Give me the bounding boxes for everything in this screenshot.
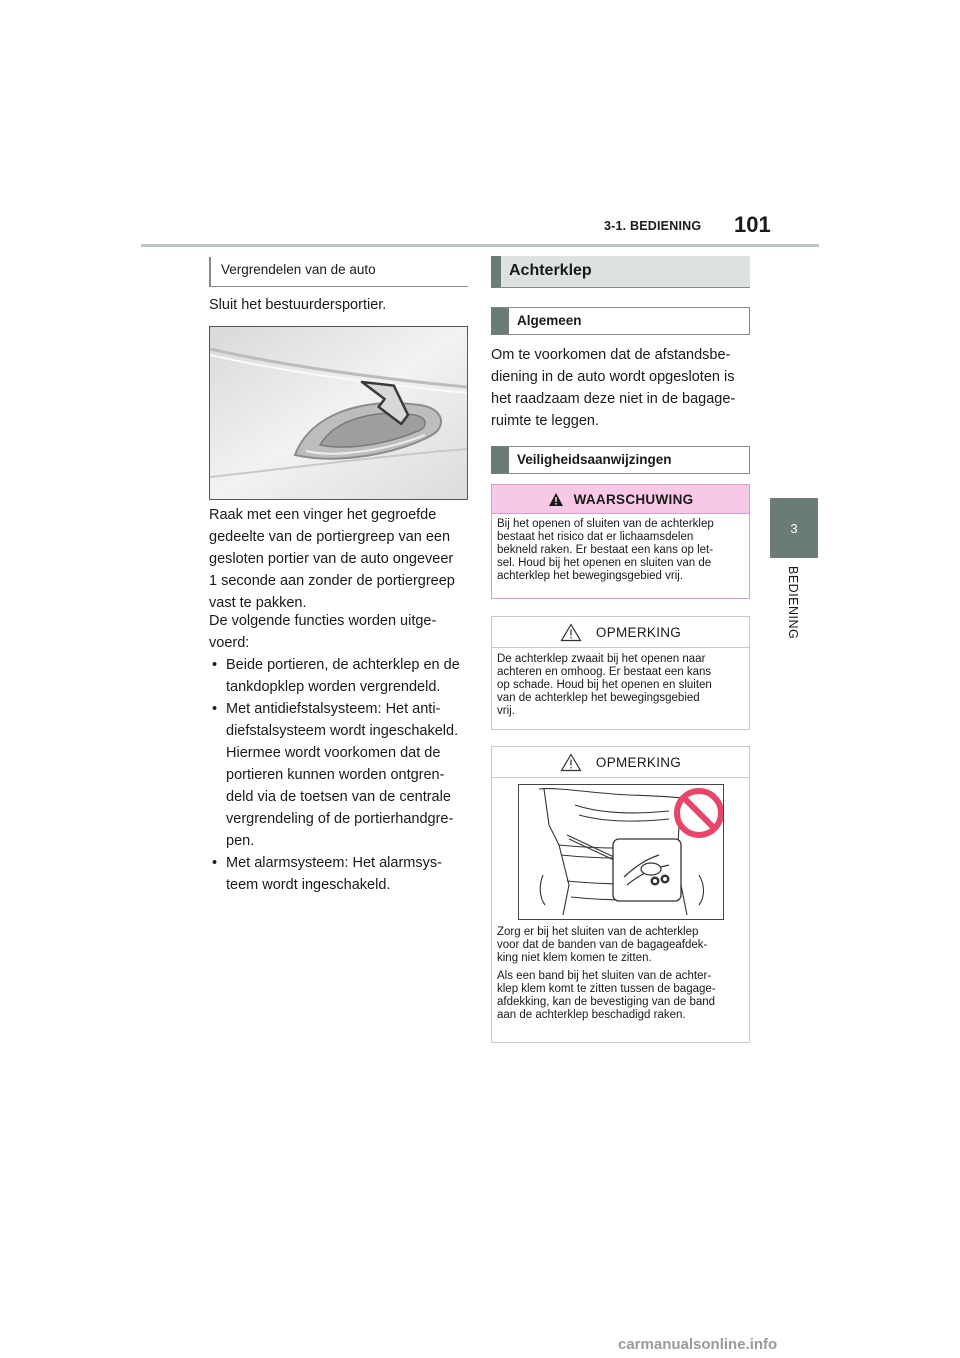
text-line: gedeelte van de portiergreep van een — [209, 529, 451, 545]
page-number: 101 — [734, 212, 771, 237]
text-line: • Beide portieren, de achterklep en de — [226, 657, 460, 673]
section-title: 3-1. BEDIENING — [604, 219, 702, 233]
text-line: het raadzaam deze niet in de bagage- — [491, 391, 736, 407]
note-text — [492, 648, 749, 723]
paragraph-touch-handle — [209, 504, 471, 614]
note-header — [492, 747, 749, 778]
warning-header — [492, 485, 749, 514]
detail-callout — [613, 839, 681, 901]
door-handle-image — [210, 327, 467, 499]
text-line: sel. Houd bij het openen en sluiten van de — [497, 557, 712, 569]
paragraph-general — [491, 344, 756, 432]
text-line: van de achterklep het bewegingsgebied — [497, 692, 700, 704]
text-line: voor dat de banden van de bagageafdek- — [497, 939, 708, 951]
chapter-tab: 3 — [770, 498, 818, 558]
footer-watermark: carmanualsonline.info — [618, 1336, 778, 1353]
text-line: bestaat het risico dat er lichaamsdelen — [497, 531, 694, 543]
note-box-2 — [491, 746, 750, 1043]
list-item — [209, 698, 469, 852]
text-line: Bij het openen of sluiten van de achterklep — [497, 518, 714, 530]
text-line: portieren kunnen worden ontgren- — [226, 767, 445, 783]
text-line: vast te pakken. — [209, 595, 307, 611]
text-line: pen. — [226, 833, 255, 849]
chapter-label: BEDIENING — [786, 566, 800, 640]
text-line: 1 seconde aan zonder de portiergreep — [209, 573, 455, 589]
warning-triangle-icon — [548, 492, 564, 507]
note-paragraph — [497, 970, 744, 1022]
text-line: vrij. — [497, 705, 515, 717]
door-handle-illustration — [209, 326, 468, 500]
text-line: king niet klem komen te zitten. — [497, 952, 652, 964]
text-line: Hiermee wordt voorkomen dat de — [226, 745, 441, 761]
warning-title: WAARSCHUWING — [573, 491, 694, 507]
text-line: bekneld raken. Er bestaat een kans op let- — [497, 544, 714, 556]
warning-text — [492, 514, 749, 587]
text-line: op schade. Houd bij het openen en sluiten — [497, 679, 712, 691]
text-line: Raak met een vinger het gegroefde — [209, 507, 437, 523]
text-line: diefstalsysteem wordt ingeschakeld. — [226, 723, 459, 739]
subheading-lock-car: Vergrendelen van de auto — [209, 257, 468, 287]
prohibited-icon — [677, 791, 721, 835]
text-line: achteren en omhoog. Er bestaat een kans — [497, 666, 712, 678]
text-line: Om te voorkomen dat de afstandsbe- — [491, 347, 731, 363]
text-line: Als een band bij het sluiten van de achter- — [497, 970, 712, 982]
text-line: aan de achterklep beschadigd raken. — [497, 1009, 686, 1021]
list-item — [209, 852, 469, 896]
text-line: gesloten portier van de auto ongeveer — [209, 551, 454, 567]
subheading-safety: Veiligheidsaanwijzingen — [491, 446, 750, 474]
text-line: De volgende functies worden uitge- — [209, 613, 437, 629]
text-line: • Met antidiefstalsysteem: Het anti- — [226, 701, 441, 717]
luggage-cover-illustration — [518, 784, 724, 920]
text-line: deld via de toetsen van de centrale — [226, 789, 451, 805]
warning-box — [491, 484, 750, 599]
text-line: teem wordt ingeschakeld. — [226, 877, 391, 893]
text-line: diening in de auto wordt opgesloten is — [491, 369, 735, 385]
note-paragraph — [497, 926, 744, 965]
text-line: voerd: — [209, 635, 250, 651]
function-list — [209, 654, 469, 896]
heading-tailgate: Achterklep — [491, 256, 750, 288]
text-line: achterklep het bewegingsgebied vrij. — [497, 570, 684, 582]
list-item — [209, 654, 469, 698]
header-rule — [141, 244, 819, 247]
text-line: tankdopklep worden vergrendeld. — [226, 679, 441, 695]
intro-text: Sluit het bestuurdersportier. — [209, 297, 387, 313]
text-line: klep klem komt te zitten tussen de bagage- — [497, 983, 716, 995]
text-line: • Met alarmsysteem: Het alarmsys- — [226, 855, 442, 871]
text-line: vergrendeling of de portierhandgre- — [226, 811, 454, 827]
note-title: OPMERKING — [595, 624, 682, 640]
text-line: afdekking, kan de bevestiging van de band — [497, 996, 716, 1008]
caution-triangle-icon — [560, 623, 582, 642]
text-line: ruimte te leggen. — [491, 413, 600, 429]
note-box-1 — [491, 616, 750, 730]
caution-triangle-icon — [560, 753, 582, 772]
paragraph-functions — [209, 610, 471, 654]
note-title: OPMERKING — [595, 754, 682, 770]
note-text — [492, 926, 749, 1032]
text-line: De achterklep zwaait bij het openen naar — [497, 653, 706, 665]
note-header — [492, 617, 749, 648]
text-line: Zorg er bij het sluiten van de achterklep — [497, 926, 699, 938]
luggage-cover-image — [519, 785, 723, 919]
subheading-general: Algemeen — [491, 307, 750, 335]
